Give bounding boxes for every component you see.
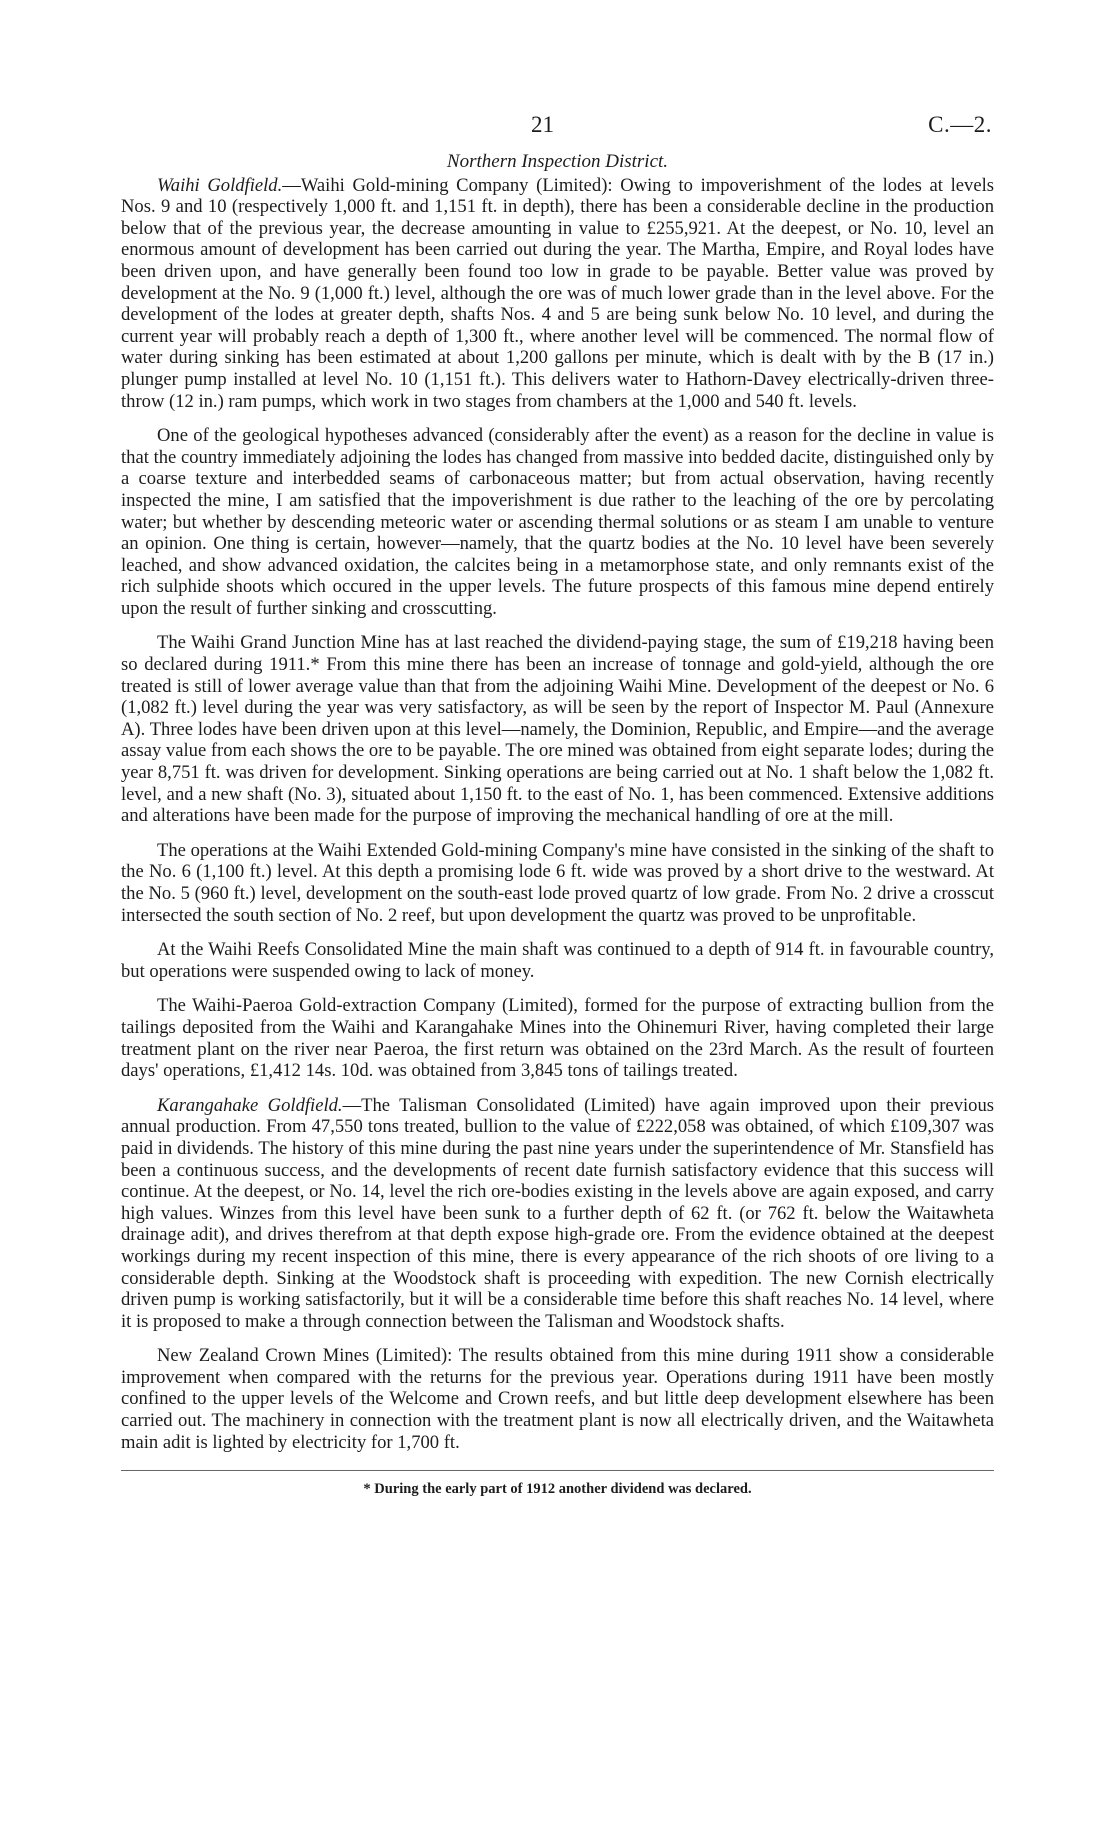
section-title: Northern Inspection District. — [446, 151, 669, 172]
paragraph-waihi-reefs — [121, 939, 994, 982]
paragraph-lead: Waihi Goldfield. — [157, 174, 283, 196]
paragraph-text: The operations at the Waihi Extended Gold-mining Company's mine have consisted in the sinking of the shaft to the No. 6 (1,100 ft.) level. At this depth a promising lode 6 ft. wide was proved by a short drive to the westward. At the No. 5 (960 ft.) level, development on the south-east lode proved quartz of low grade. From No. 2 drive a crosscut intersected the south section of No. 2 reef, but upon development the quartz was proved to be unprofitable. — [121, 839, 994, 926]
paragraph-lead: Karangahake Goldfield. — [157, 1094, 343, 1116]
paragraph-text: The Waihi Grand Junction Mine has at last reached the dividend-paying stage, the sum of £19,218 having been so declared during 1911.* From this mine there has been an increase of tonnage and gold-yield, although the ore treated is still of lower average value than that from the adjoining Waihi Mine. Development of the deepest or No. 6 (1,082 ft.) level during the year was very satisfactory, as will be seen by the report of Inspector M. Paul (Annexure A). Three lodes have been driven upon at this level—namely, the Dominion, Republic, and Empire—and the average assay value from each shows the ore to be payable. The ore mined was obtained from eight separate lodes; during the year 8,751 ft. was driven for development. Sinking operations are being carried out at No. 1 shaft below the 1,082 ft. level, and a new shaft (No. 3), situated about 1,150 ft. to the east of No. 1, has been commenced. Extensive additions and alterations have been made for the purpose of improving the mechanical handling of ore at the mill. — [121, 632, 994, 827]
paragraph-text: At the Waihi Reefs Consolidated Mine the main shaft was continued to a depth of 914 ft. in favourable country, but operations were suspended owing to lack of money. — [121, 939, 994, 982]
paragraph-waihi-extended — [121, 840, 994, 926]
paragraph-text: One of the geological hypotheses advanced (considerably after the event) as a reason for the decline in value is that the country immediately adjoining the lodes has changed from massive into bedded dacite, distinguished only by a coarse texture and interbedded seams of carbonaceous matter; but from actual observation, having recently inspected the mine, I am satisfied that the impoverishment is due rather to the leaching of the ore by percolating water; but whether by descending meteoric water or ascending thermal solutions or as steam I am unable to venture an opinion. One thing is certain, however—namely, that the quartz bodies at the No. 10 level have been severely leached, and show advanced oxidation, the calcites being in a metamorphose state, and only remnants exist of the rich sulphide shoots which occured in the upper levels. The future prospects of this famous mine depend entirely upon the result of further sinking and crosscutting. — [121, 425, 994, 619]
paragraph-waihi-goldfield — [121, 175, 994, 413]
page-header — [121, 112, 994, 148]
paragraph-text: —The Talisman Consolidated (Limited) have again improved upon their previous annual production. From 47,550 tons treated, bullion to the value of £222,058 was obtained, of which £109,307 was paid in dividends. The history of this mine during the past nine years under the superintendence of Mr. Stansfield has been a continuous success, and the developments of recent date furnish satisfactory evidence that this success will continue. At the deepest, or No. 14, level the rich ore-bodies existing in the levels above are again exposed, and carry high values. Winzes from this level have been sunk to a further depth of 62 ft. (or 762 ft. below the Waitawheta drainage adit), and drives therefrom at that depth expose high-grade ore. From the evidence obtained at the deepest workings during my recent inspection of this mine, there is every appearance of the rich shoots of ore living to a considerable depth. Sinking at the Woodstock shaft is proceeding with expedition. The new Cornish electrically driven pump is working satisfactorily, but it will be a considerable time before this shaft reaches No. 14 level, where it is proposed to make a through connection between the Talisman and Woodstock shafts. — [121, 1094, 994, 1332]
paragraph-text: —Waihi Gold-mining Company (Limited): Owing to impoverishment of the lodes at levels Nos. 9 and 10 (respectively 1,000 ft. and 1,151 ft. in depth), there has been a considerable decline in the production below that of the previous year, the decrease amounting in value to £255,921. At the deepest, or No. 10, level an enormous amount of development has been carried out during the year. The Martha, Empire, and Royal lodes have been driven upon, and have generally been found too low in grade to be payable. Better value was proved by development at the No. 9 (1,000 ft.) level, although the ore was of much lower grade than in the level above. For the development of the lodes at greater depth, shafts Nos. 4 and 5 are being sunk below No. 10 level, and during the current year will probably reach a depth of 1,300 ft., where another level will be commenced. The normal flow of water during sinking has been estimated at about 1,200 gallons per minute, which is dealt with by the B (17 in.) plunger pump installed at level No. 10 (1,151 ft.). This delivers water to Hathorn-Davey electrically-driven three-throw (12 in.) ram pumps, which work in two stages from chambers at the 1,000 and 540 ft. levels. — [121, 174, 994, 412]
report-code: C.—2. — [928, 112, 992, 137]
paragraph-waihi-paeroa — [121, 995, 994, 1081]
paragraph-text: The Waihi-Paeroa Gold-extraction Company (Limited), formed for the purpose of extracting bullion from the tailings deposited from the Waihi and Karangahake Mines into the Ohinemuri River, having completed their large treatment plant on the river near Paeroa, the first return was obtained on the 23rd March. As the result of fourteen days' operations, £1,412 14s. 10d. was obtained from 3,845 tons of tailings treated. — [121, 995, 994, 1082]
paragraph-geological-hypotheses — [121, 425, 994, 619]
paragraph-crown-mines — [121, 1345, 994, 1453]
footnote: * During the early part of 1912 another dividend was declared. — [363, 1481, 752, 1498]
footnote-divider — [121, 1470, 994, 1471]
page-number: 21 — [531, 112, 554, 137]
paragraph-karangahake-goldfield — [121, 1095, 994, 1333]
paragraph-grand-junction — [121, 632, 994, 826]
paragraph-text: New Zealand Crown Mines (Limited): The results obtained from this mine during 1911 show a considerable improvement when compared with the returns for the previous year. Operations during 1911 have been mostly confined to the upper levels of the Welcome and Crown reefs, and but little deep development elsewhere has been carried out. The machinery in connection with the treatment plant is now all electrically driven, and the Waitawheta main adit is lighted by electricity for 1,700 ft. — [121, 1345, 994, 1453]
